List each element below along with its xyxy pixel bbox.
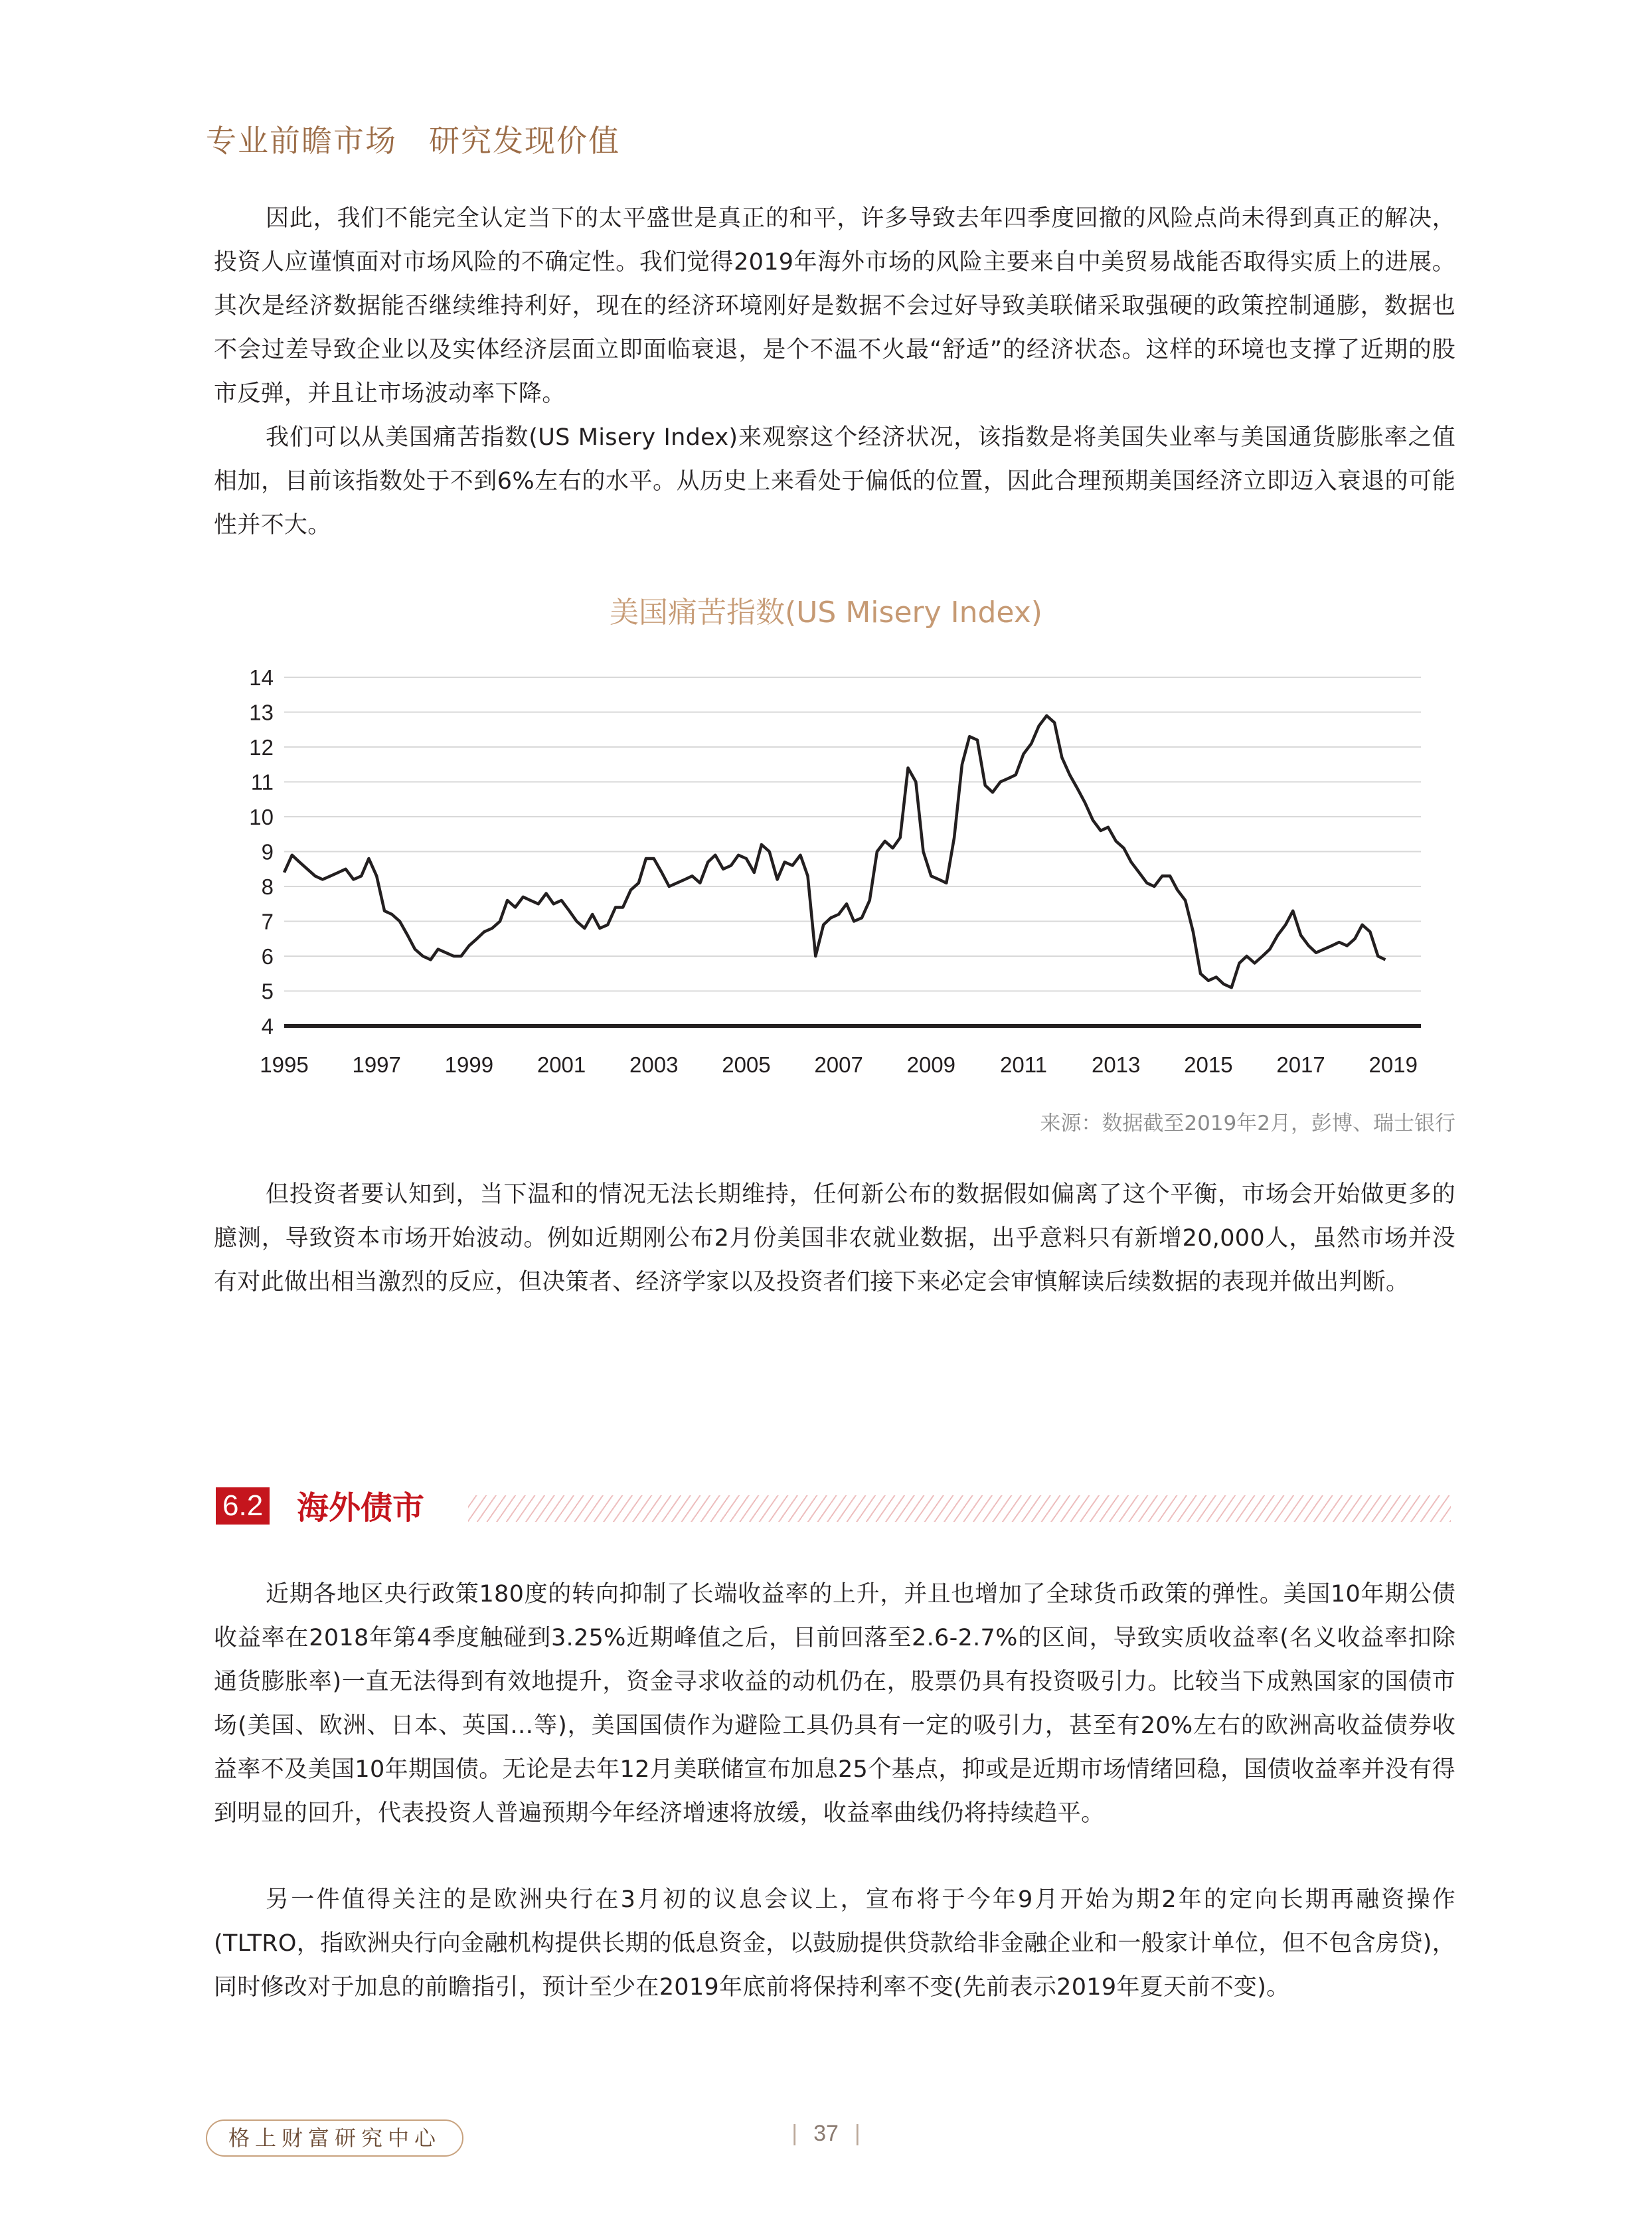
page-number-value: 37 — [813, 2121, 839, 2146]
x-tick-label: 1997 — [352, 1052, 401, 1076]
x-tick-label: 1995 — [260, 1052, 309, 1076]
y-tick-label: 8 — [261, 874, 274, 899]
section-title: 海外债市 — [297, 1489, 425, 1527]
paragraph: 近期各地区央行政策180度的转向抑制了长端收益率的上升，并且也增加了全球货币政策的弹性。美国10年期公债收益率在2018年第4季度触碰到3.25%近期峰值之后，目前回落至2.6-2.7%的区间，导致实质收益率(名义收益率扣除通货膨胀率)一直无法得到有效地提升，资金寻求收益的动机仍在，股票仍具有投资吸引力。比较当下成熟国家的国债市场(美国、欧洲、日本、英国…等)，美国国债作为避险工具仍具有一定的吸引力，甚至有20%左右的欧洲高收益债券收益率不及美国10年期国债。无论是去年12月美联储宣布加息25个基点，抑或是近期市场情绪回稳，国债收益率并没有得到明显的回升，代表投资人普遍预期今年经济增速将放缓，收益率曲线仍将持续趋平。 — [214, 1581, 1455, 1827]
x-tick-label: 2003 — [629, 1052, 679, 1076]
paragraph: 我们可以从美国痛苦指数(US Misery Index)来观察这个经济状况，该指数是将美国失业率与美国通货膨胀率之值相加，目前该指数处于不到6%左右的水平。从历史上来看处于偏低的位置，因此合理预期美国经济立即迈入衰退的可能性并不大。 — [214, 424, 1455, 539]
paragraph: 但投资者要认知到，当下温和的情况无法长期维持，任何新公布的数据假如偏离了这个平衡，市场会开始做更多的臆测，导致资本市场开始波动。例如近期刚公布2月份美国非农就业数据，出乎意料只有新增20,000人，虽然市场并没有对此做出相当激烈的反应，但决策者、经济学家以及投资者们接下来必定会审慎解读后续数据的表现并做出判断。 — [214, 1181, 1455, 1295]
x-tick-label: 2005 — [722, 1052, 771, 1076]
section-hatch-decoration — [468, 1495, 1451, 1522]
paragraph: 因此，我们不能完全认定当下的太平盛世是真正的和平，许多导致去年四季度回撤的风险点尚未得到真正的解决，投资人应谨慎面对市场风险的不确定性。我们觉得2019年海外市场的风险主要来自中美贸易战能否取得实质上的进展。其次是经济数据能否继续维持利好，现在的经济环境刚好是数据不会过好导致美联储采取强硬的政策控制通膨，数据也不会过差导致企业以及实体经济层面立即面临衰退，是个不温不火最“舒适”的经济状态。这样的环境也支撑了近期的股市反弹，并且让市场波动率下降。 — [214, 205, 1455, 407]
y-tick-label: 11 — [250, 770, 274, 795]
y-tick-label: 4 — [261, 1014, 274, 1038]
page-number — [764, 2121, 888, 2147]
y-tick-label: 9 — [261, 839, 274, 865]
x-tick-label: 2019 — [1368, 1052, 1418, 1076]
x-tick-label: 1999 — [444, 1052, 494, 1076]
x-tick-label: 2007 — [814, 1052, 863, 1076]
section-heading — [216, 1481, 1451, 1529]
chart-title: 美国痛苦指数(US Misery Index) — [610, 596, 1042, 629]
y-tick-label: 5 — [261, 979, 274, 1004]
misery-index-chart — [226, 651, 1441, 1076]
header-slogan: 专业前瞻市场 研究发现价值 — [206, 123, 620, 159]
y-tick-label: 13 — [249, 700, 274, 725]
y-tick-label: 10 — [249, 805, 274, 829]
x-tick-label: 2013 — [1091, 1052, 1141, 1076]
page-separator: | — [854, 2121, 861, 2146]
x-tick-label: 2009 — [906, 1052, 956, 1076]
x-tick-label: 2011 — [1000, 1052, 1047, 1076]
paragraph: 另一件值得关注的是欧洲央行在3月初的议息会议上，宣布将于今年9月开始为期2年的定向长期再融资操作(TLTRO，指欧洲央行向金融机构提供长期的低息资金，以鼓励提供贷款给非金融企业和一般家计单位，但不包含房贷)，同时修改对于加息的前瞻指引，预计至少在2019年底前将保持利率不变(先前表示2019年夏天前不变)。 — [214, 1886, 1455, 2001]
y-tick-label: 14 — [249, 665, 274, 690]
section-number: 6.2 — [216, 1487, 270, 1525]
y-tick-label: 12 — [249, 735, 274, 760]
y-tick-label: 6 — [261, 944, 274, 969]
page-separator: | — [791, 2121, 798, 2146]
x-tick-label: 2017 — [1276, 1052, 1325, 1076]
footer-org-badge: 格上财富研究中心 — [206, 2119, 463, 2157]
y-tick-label: 7 — [261, 909, 274, 934]
x-tick-label: 2001 — [537, 1052, 586, 1076]
x-tick-label: 2015 — [1184, 1052, 1233, 1076]
chart-source: 来源：数据截至2019年2月，彭博、瑞士银行 — [1040, 1112, 1455, 1135]
